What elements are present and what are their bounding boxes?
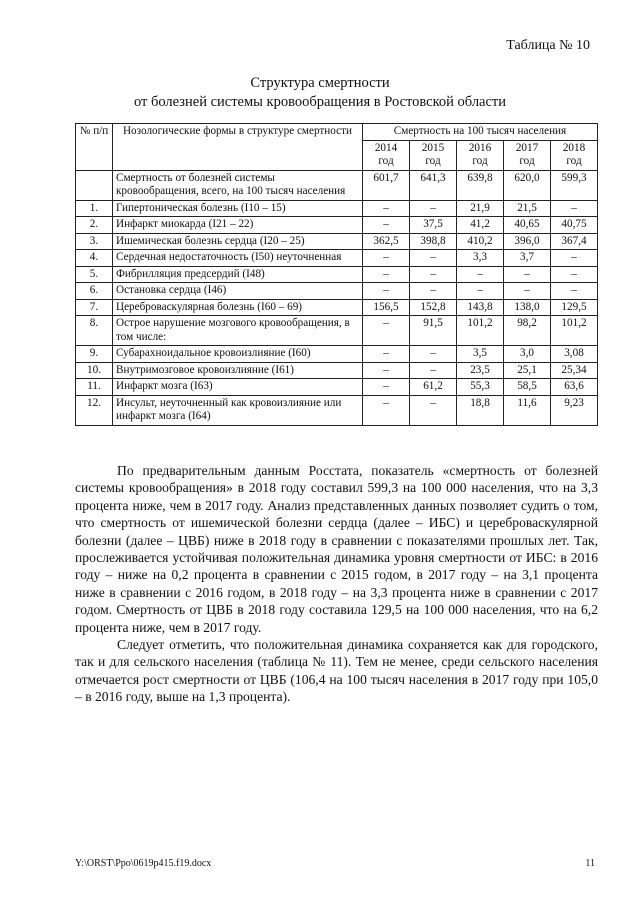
row-value: – (363, 217, 410, 234)
header-year: 2015 год (410, 140, 457, 170)
table-row (76, 379, 598, 396)
row-value: 25,34 (551, 362, 598, 379)
table-row (76, 316, 598, 346)
row-value: 41,2 (457, 217, 504, 234)
row-value: 367,4 (551, 233, 598, 250)
row-name: Остановка сердца (I46) (113, 283, 363, 300)
row-value: – (551, 266, 598, 283)
row-value: – (410, 266, 457, 283)
row-value: 21,9 (457, 200, 504, 217)
row-number: 9. (76, 346, 113, 363)
header-year: 2014 год (363, 140, 410, 170)
row-value: 410,2 (457, 233, 504, 250)
mortality-table (75, 123, 598, 426)
table-row (76, 362, 598, 379)
row-value: 398,8 (410, 233, 457, 250)
row-value: 63,6 (551, 379, 598, 396)
header-forms: Нозологические формы в структуре смертности (113, 124, 363, 171)
row-name: Инфаркт мозга (I63) (113, 379, 363, 396)
row-value: 3,3 (457, 250, 504, 267)
row-value: 58,5 (504, 379, 551, 396)
row-value: 3,08 (551, 346, 598, 363)
title-line-2: от болезней системы кровообращения в Ростовской области (133, 94, 507, 110)
row-value: 396,0 (504, 233, 551, 250)
row-number: 2. (76, 217, 113, 234)
row-value: 55,3 (457, 379, 504, 396)
header-num: № п/п (76, 124, 113, 171)
row-value: – (504, 283, 551, 300)
paragraph-2: Следует отметить, что положительная динамика сохраняется как для городского, так и для сельского населения (таблица № 11). Тем не менее, среди сельского населения отмечается рост смертности от ЦВБ (106,4 на 100 тысяч населения в 2017 году при 105,0 – в 2016 году, выше на 1,3 процента). (75, 637, 598, 705)
row-value: 101,2 (457, 316, 504, 346)
row-number: 11. (76, 379, 113, 396)
row-name: Гипертоническая болезнь (I10 – 15) (113, 200, 363, 217)
row-number: 5. (76, 266, 113, 283)
row-value: 620,0 (504, 170, 551, 200)
row-value: – (363, 346, 410, 363)
table-row (76, 266, 598, 283)
row-value: 11,6 (504, 395, 551, 425)
row-value: – (363, 362, 410, 379)
row-value: 40,75 (551, 217, 598, 234)
row-value: – (551, 283, 598, 300)
row-name: Ишемическая болезнь сердца (I20 – 25) (113, 233, 363, 250)
row-value: 152,8 (410, 299, 457, 316)
row-name: Субарахноидальное кровоизлияние (I60) (113, 346, 363, 363)
table-row (76, 217, 598, 234)
table-row (76, 233, 598, 250)
header-year: 2017 год (504, 140, 551, 170)
row-name: Инфаркт миокарда (I21 – 22) (113, 217, 363, 234)
header-year: 2018 год (551, 140, 598, 170)
row-value: 641,3 (410, 170, 457, 200)
table-row (76, 250, 598, 267)
row-number: 8. (76, 316, 113, 346)
row-value: 98,2 (504, 316, 551, 346)
table-header-row (76, 124, 598, 141)
row-value: 91,5 (410, 316, 457, 346)
table-row (76, 200, 598, 217)
row-value: 21,5 (504, 200, 551, 217)
row-value: 101,2 (551, 316, 598, 346)
row-value: – (363, 200, 410, 217)
title-line-1: Структура смертности (250, 75, 390, 91)
row-value: 37,5 (410, 217, 457, 234)
row-value: 40,65 (504, 217, 551, 234)
row-value: 138,0 (504, 299, 551, 316)
row-value: 23,5 (457, 362, 504, 379)
row-name: Смертность от болезней системы кровообращения, всего, на 100 тысяч населения (113, 170, 363, 200)
row-value: – (457, 283, 504, 300)
row-value: 601,7 (363, 170, 410, 200)
row-number: 1. (76, 200, 113, 217)
row-value: 129,5 (551, 299, 598, 316)
row-value: 3,5 (457, 346, 504, 363)
row-value: – (410, 362, 457, 379)
header-year: 2016 год (457, 140, 504, 170)
table-row (76, 170, 598, 200)
row-value: – (363, 266, 410, 283)
table-row (76, 346, 598, 363)
row-value: 61,2 (410, 379, 457, 396)
row-value: 362,5 (363, 233, 410, 250)
row-value: 9,23 (551, 395, 598, 425)
table-row (76, 283, 598, 300)
row-value: 18,8 (457, 395, 504, 425)
row-value: 599,3 (551, 170, 598, 200)
row-value: – (551, 250, 598, 267)
row-value: – (363, 395, 410, 425)
header-mortality: Смертность на 100 тысяч населения (363, 124, 598, 141)
row-number: 12. (76, 395, 113, 425)
page-title (0, 74, 640, 112)
row-value: – (363, 379, 410, 396)
row-name: Цереброваскулярная болезнь (I60 – 69) (113, 299, 363, 316)
row-value: – (551, 200, 598, 217)
page-number: 11 (585, 858, 595, 869)
row-number (76, 170, 113, 200)
table-row (76, 395, 598, 425)
row-value: 143,8 (457, 299, 504, 316)
row-number: 10. (76, 362, 113, 379)
footer-path: Y:\ORST\Ppo\0619p415.f19.docx (75, 858, 212, 869)
body-text (75, 462, 598, 706)
row-value: – (410, 250, 457, 267)
row-value: 639,8 (457, 170, 504, 200)
row-number: 3. (76, 233, 113, 250)
row-name: Сердечная недостаточность (I50) неуточненная (113, 250, 363, 267)
row-name: Острое нарушение мозгового кровообращения, в том числе: (113, 316, 363, 346)
row-value: 3,7 (504, 250, 551, 267)
row-value: – (410, 200, 457, 217)
row-value: – (410, 395, 457, 425)
row-value: – (363, 316, 410, 346)
row-name: Инсульт, неуточненный как кровоизлияние или инфаркт мозга (I64) (113, 395, 363, 425)
row-value: 156,5 (363, 299, 410, 316)
paragraph-1: По предварительным данным Росстата, показатель «смертность от болезней системы кровообращения» в 2018 году составил 599,3 на 100 000 населения, что на 3,3 процента ниже, чем в 2017 году. Анализ представленных данных позволяет судить о том, что смертность от ишемической болезни сердца (далее – ИБС) и цереброваскулярной болезни (далее – ЦВБ) ниже в 2018 году в сравнении с показателями прошлых лет. Так, прослеживается устойчивая положительная динамика уровня смертности от ИБС: в 2016 году – ниже на 0,2 процента в сравнении с 2015 годом, в 2017 году – на 3,1 процента ниже в сравнении с 2016 годом, в 2018 году – на 3,3 процента ниже в сравнении с 2017 годом. Смертность от ЦВБ в 2018 году составила 129,5 на 100 000 населения, что на 6,2 процента ниже, чем в 2017 году. (75, 463, 598, 635)
row-number: 4. (76, 250, 113, 267)
row-name: Фибрилляция предсердий (I48) (113, 266, 363, 283)
table-row (76, 299, 598, 316)
row-value: 25,1 (504, 362, 551, 379)
row-value: – (363, 283, 410, 300)
row-value: – (410, 346, 457, 363)
row-number: 6. (76, 283, 113, 300)
row-value: – (504, 266, 551, 283)
row-value: – (410, 283, 457, 300)
row-number: 7. (76, 299, 113, 316)
row-name: Внутримозговое кровоизлияние (I61) (113, 362, 363, 379)
row-value: – (457, 266, 504, 283)
row-value: 3,0 (504, 346, 551, 363)
row-value: – (363, 250, 410, 267)
table-label: Таблица № 10 (506, 38, 590, 53)
